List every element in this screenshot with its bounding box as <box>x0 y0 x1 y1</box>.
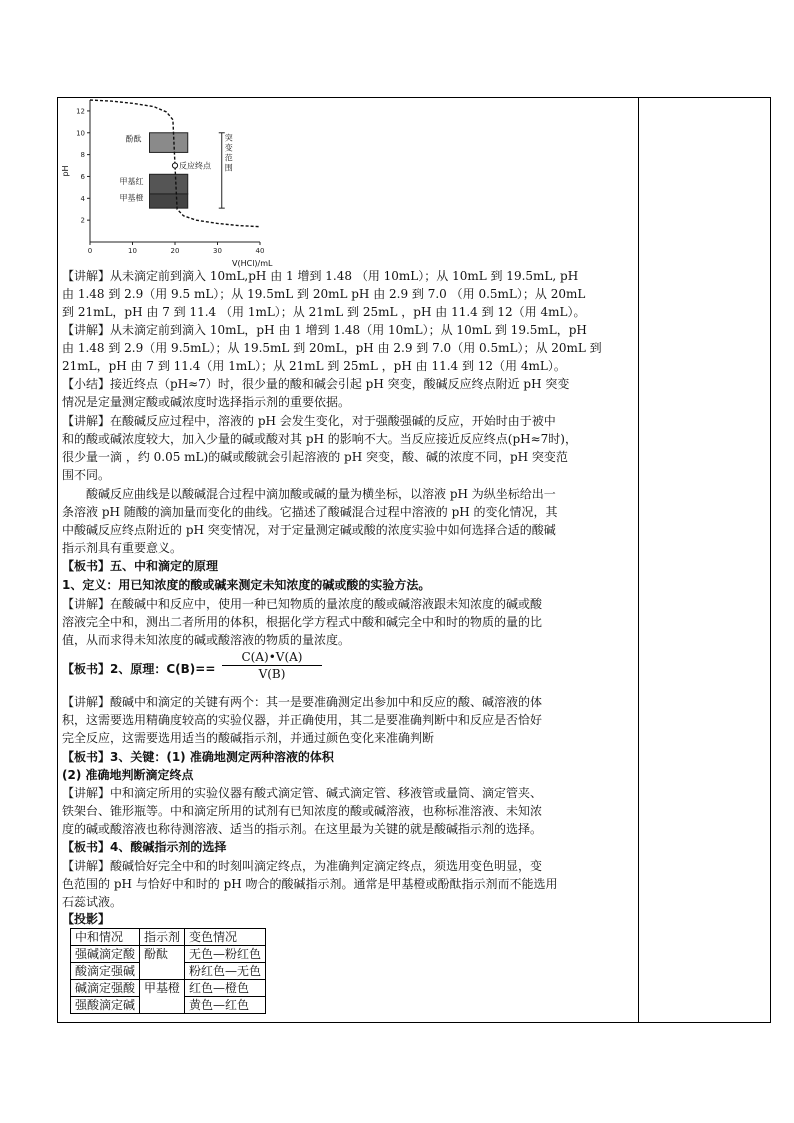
key-item-2: (2) 准确地判断滴定终点 <box>62 768 194 782</box>
table-cell: 强酸滴定碱 <box>71 997 140 1014</box>
projection-label: 【投影】 <box>62 912 111 926</box>
text-line: 【讲解】酸碱中和滴定的关键有两个：其一是要准确测定出参加中和反应的酸、碱溶液的体 <box>62 695 543 709</box>
table-cell: 红色—橙色 <box>185 980 266 997</box>
text-line: 指示剂具有重要意义。 <box>62 541 183 555</box>
text-line: 完全反应，这需要选用适当的酸碱指示剂，并通过颜色变化来准确判断 <box>62 731 435 745</box>
table-row <box>71 997 266 1014</box>
text-line: 【讲解】从未滴定前到滴入 10mL，pH 由 1 增到 1.48（用 10mL）；从 10mL 到 19.5mL，pH <box>62 323 587 337</box>
text-line: 很少量一滴 ，约 0.05 mL)的碱或酸就会引起溶液的 pH 突变，酸、碱的浓度不同，pH 突变范 <box>62 450 568 464</box>
text-line: 度的碱或酸溶液也称待测溶液、适当的指示剂。在这里最为关键的就是酸碱指示剂的选择。 <box>62 822 543 836</box>
methyl-red-label: 甲基红 <box>119 177 144 187</box>
text-line: 【小结】接近终点（pH≈7）时，很少量的酸和碱会引起 pH 突变，酸碱反应终点附近 pH 突变 <box>62 377 570 391</box>
y-axis-label: pH <box>61 165 70 177</box>
x-tick-label: 30 <box>213 247 222 255</box>
x-tick-label: 0 <box>87 247 93 255</box>
text-line: 【讲解】在酸碱反应过程中，溶液的 pH 会发生变化，对于强酸强碱的反应，开始时由于被中 <box>62 414 556 428</box>
table-cell: 黄色—红色 <box>185 997 266 1014</box>
text-line: 石蕊试液。 <box>62 895 123 909</box>
text-line: 围不同。 <box>62 468 111 482</box>
y-tick-label: 8 <box>80 151 85 160</box>
indicator-table <box>70 928 266 1014</box>
text-line: 21mL，pH 由 7 到 11.4（用 1mL）；从 21mL 到 25mL ，pH 由 11.4 到 12（用 4mL）。 <box>62 359 566 373</box>
table-row <box>71 963 266 980</box>
text-line: 【讲解】中和滴定所用的实验仪器有酸式滴定管、碱式滴定管、移液管或量筒、滴定管夹、 <box>62 786 543 800</box>
table-cell <box>140 963 185 980</box>
column-divider <box>638 98 639 1022</box>
text-line: 积，这需要选用精确度较高的实验仪器，并正确使用，其二是要准确判断中和反应是否恰好 <box>62 713 543 727</box>
table-cell: 酚酞 <box>140 946 185 963</box>
text-line: 【讲解】酸碱恰好完全中和的时刻叫滴定终点，为准确判定滴定终点，须选用变色明显，变 <box>62 859 543 873</box>
text-line: 色范围的 pH 与恰好中和时的 pH 吻合的酸碱指示剂。通常是甲基橙或酚酞指示剂而不能选用 <box>62 877 558 891</box>
indicator-heading: 【板书】4、酸碱指示剂的选择 <box>62 840 227 854</box>
y-tick-label: 4 <box>80 194 85 203</box>
titration-chart <box>60 92 273 268</box>
text-line: 【讲解】从未滴定前到滴入 10mL,pH 由 1 增到 1.48 （用 10mL）；从 10mL 到 19.5mL, pH <box>62 269 579 283</box>
y-tick-label: 6 <box>80 172 85 181</box>
jump-range-label-char: 范 <box>224 153 233 163</box>
phenolphthalein-range-box <box>150 133 188 153</box>
table-cell <box>140 997 185 1014</box>
table-header-row <box>71 929 266 946</box>
text-line: 和的酸或碱浓度较大，加入少量的碱或酸对其 pH 的影响不大。当反应接近反应终点(pH≈7时)， <box>62 432 577 446</box>
methyl-orange-range-box <box>150 194 188 208</box>
table-row <box>71 980 266 997</box>
methyl-red-range-box <box>150 174 188 194</box>
table-cell: 粉红色—无色 <box>185 963 266 980</box>
text-line: 【讲解】在酸碱中和反应中，使用一种已知物质的量浓度的酸或碱溶液跟未知浓度的碱或酸 <box>62 597 543 611</box>
text-line: 值，从而求得未知浓度的碱或酸溶液的物质的量浓度。 <box>62 633 351 647</box>
text-line: 条溶液 pH 随酸的滴加量而变化的曲线。它描述了酸碱混合过程中溶液的 pH 的变化情况，其 <box>62 505 558 519</box>
y-tick-label: 12 <box>76 107 85 116</box>
text-line: 中酸碱反应终点附近的 pH 突变情况，对于定量测定碱或酸的浓度实验中如何选择合适的酸碱 <box>62 523 556 537</box>
table-cell: 碱滴定强酸 <box>71 980 140 997</box>
x-tick-label: 40 <box>255 247 265 255</box>
formula-numerator: C(A)•V(A) <box>222 650 322 666</box>
y-tick-label: 2 <box>80 216 85 225</box>
text-line: 情况是定量测定酸或碱浓度时选择指示剂的重要依据。 <box>62 395 351 409</box>
endpoint-label: 反应终点 <box>179 161 211 171</box>
jump-range-label-char: 围 <box>224 163 233 173</box>
phenolphthalein-label: 酚酞 <box>125 134 142 144</box>
x-tick-label: 20 <box>170 247 180 255</box>
formula-denominator: V(B) <box>258 667 286 681</box>
table-row <box>71 946 266 963</box>
table-cell: 强碱滴定酸 <box>71 946 140 963</box>
key-heading: 【板书】3、关键：(1) 准确地测定两种溶液的体积 <box>62 750 334 764</box>
methyl-orange-label: 甲基橙 <box>119 193 144 203</box>
table-cell: 甲基橙 <box>140 980 185 997</box>
text-line: 由 1.48 到 2.9（用 9.5mL）；从 19.5mL 到 20mL，pH 由 2.9 到 7.0（用 0.5mL）；从 20mL 到 <box>62 341 602 355</box>
text-line: 由 1.48 到 2.9（用 9.5 mL）；从 19.5mL 到 20mL pH 由 2.9 到 7.0 （用 0.5mL）；从 20mL <box>62 287 586 301</box>
x-tick-label: 10 <box>128 247 137 255</box>
table-header-cell: 变色情况 <box>185 929 266 946</box>
text-line: 酸碱反应曲线是以酸碱混合过程中滴加酸或碱的量为横坐标，以溶液 pH 为纵坐标给出一 <box>62 487 556 501</box>
y-tick-label: 10 <box>76 129 85 138</box>
table-cell: 无色—粉红色 <box>185 946 266 963</box>
formula-fraction <box>222 650 322 681</box>
heading-principle: 【板书】五、中和滴定的原理 <box>62 559 219 573</box>
formula-prefix: 【板书】2、原理：C(B)== <box>62 662 216 676</box>
table-header-cell: 指示剂 <box>140 929 185 946</box>
jump-range-label-char: 突 <box>224 133 233 143</box>
text-line: 铁架台、锥形瓶等。中和滴定所用的试剂有已知浓度的酸或碱溶液，也称标准溶液、未知浓 <box>62 804 543 818</box>
x-axis-label: V(HCl)/mL <box>232 259 273 268</box>
table-header-cell: 中和情况 <box>71 929 140 946</box>
text-line: 溶液完全中和，测出二者所用的体积，根据化学方程式中酸和碱完全中和时的物质的量的比 <box>62 615 543 629</box>
text-line: 到 21mL，pH 由 7 到 11.4 （用 1mL）；从 21mL 到 25mL ，pH 由 11.4 到 12（用 4mL）。 <box>62 305 586 319</box>
table-cell: 酸滴定强碱 <box>71 963 140 980</box>
definition-line: 1、定义：用已知浓度的酸或碱来测定未知浓度的碱或酸的实验方法。 <box>62 578 431 592</box>
jump-range-label-char: 变 <box>224 143 233 153</box>
endpoint-marker <box>172 163 177 168</box>
